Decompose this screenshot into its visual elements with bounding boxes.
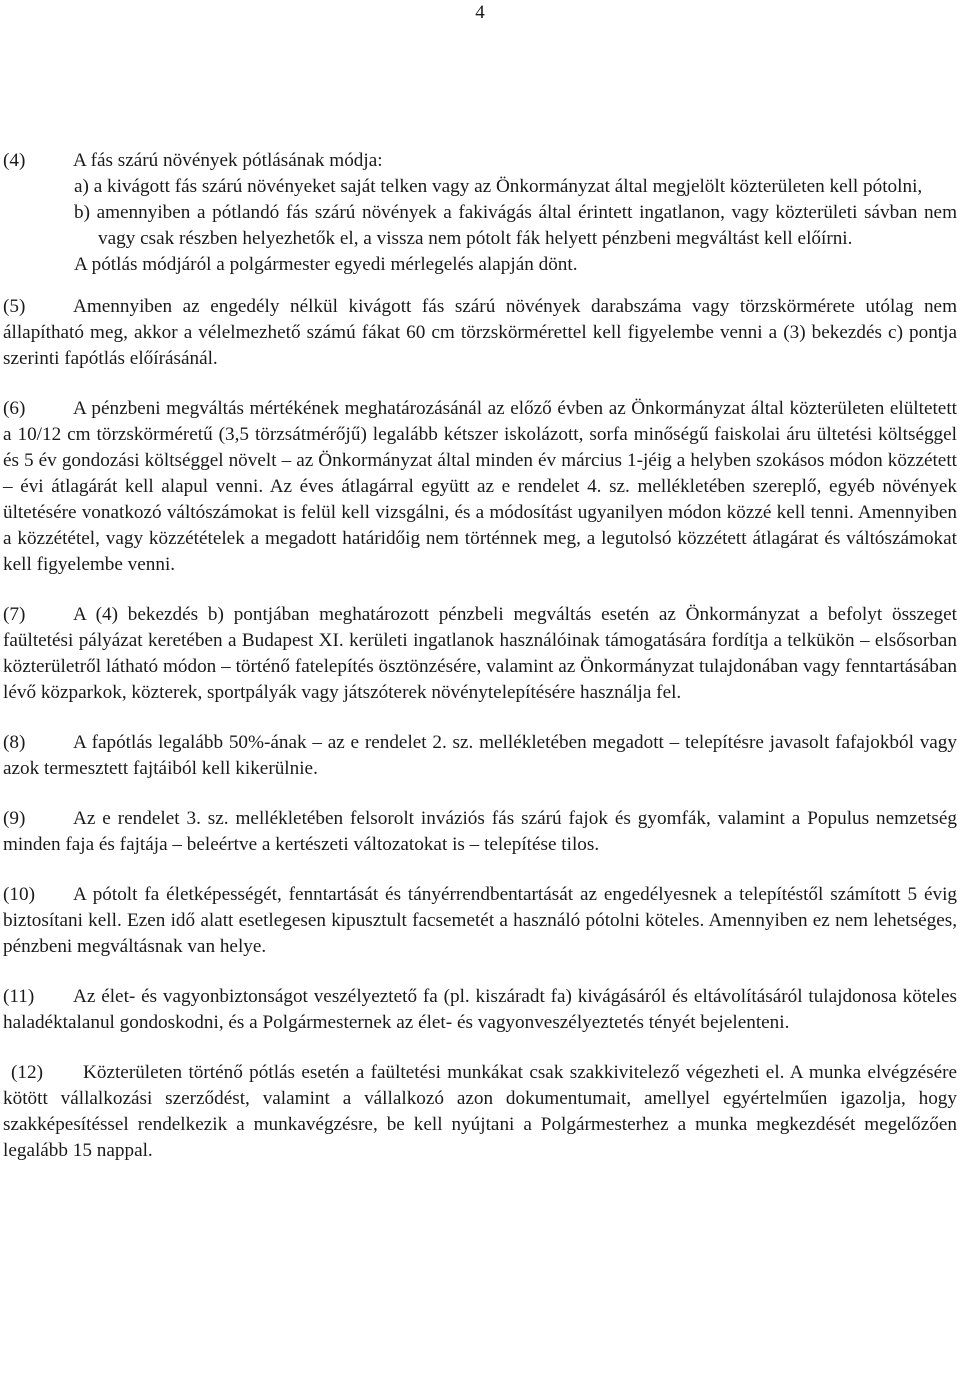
paragraph-6-number: (6) — [3, 398, 26, 419]
paragraph-6 — [3, 396, 957, 578]
paragraph-4-number: (4) — [3, 150, 26, 171]
paragraph-5 — [3, 294, 957, 372]
paragraph-4-item-a: a) a kivágott fás szárú növényeket saját telken vagy az Önkormányzat által megjelölt közterületen kell pótolni, — [74, 176, 923, 197]
paragraph-12-number: (12) — [11, 1062, 43, 1083]
paragraph-10-text: A pótolt fa életképességét, fenntartását és tányérrendbentartását az engedélyesnek a telepítéstől számított 5 évig biztosítani kell. Ezen idő alatt esetlegesen kipusztult facsemetét a használó pótolni köteles. Amennyiben ez nem lehetséges, pénzbeni megváltásnak van helye. — [3, 884, 957, 957]
paragraph-6-text: A pénzbeni megváltás mértékének meghatározásánál az előző évben az Önkormányzat által közterületen elültetett a 10/12 cm törzskörméretű (3,5 törzsátmérőjű) legalább kétszer iskolázott, sorfa minőségű faiskolai áru ültetési költséggel és 5 év gondozási költséggel növelt – az Önkormányzat által minden év március 1-jéig a helyben szokásos módon közzétett – évi átlagárát kell alapul venni. Az éves átlagárral együtt az e rendelet 4. sz. mellékletében szereplő, egyéb növények ültetésére vonatkozó váltószámokat is felül kell vizsgálni, és a módosítást ugyanilyen módon közzé kell tenni. Amennyiben a közzététel, vagy közzétételek a megadott határidőig nem történnek meg, a legutolsó közzétett átlagárat és váltószámokat kell figyelembe venni. — [3, 398, 957, 575]
paragraph-9 — [3, 806, 957, 858]
paragraph-4-lead: A fás szárú növények pótlásának módja: — [73, 150, 383, 171]
paragraph-11-number: (11) — [3, 986, 35, 1007]
page-number: 4 — [475, 2, 485, 23]
document-body — [3, 148, 957, 1164]
paragraph-8 — [3, 730, 957, 782]
paragraph-5-text: Amennyiben az engedély nélkül kivágott fás szárú növények darabszáma vagy törzskörmérete utólag nem állapítható meg, akkor a vélelmezhető számú fákat 60 cm törzskörmérettel kell figyelembe venni a (3) bekezdés c) pontja szerinti fapótlás előírásánál. — [3, 296, 957, 369]
paragraph-4-lead-line — [3, 148, 957, 174]
paragraph-10 — [3, 882, 957, 960]
paragraph-11 — [3, 984, 957, 1036]
paragraph-4-tail: A pótlás módjáról a polgármester egyedi mérlegelés alapján dönt. — [74, 254, 578, 275]
paragraph-12 — [3, 1060, 957, 1164]
paragraph-8-text: A fapótlás legalább 50%-ának – az e rendelet 2. sz. mellékletében megadott – telepítésre javasolt fafajokból vagy azok termesztett fajtáiból kell kikerülnie. — [3, 732, 957, 779]
paragraph-9-text: Az e rendelet 3. sz. mellékletében felsorolt inváziós fás szárú fajok és gyomfák, valamint a Populus nemzetség minden faja és fajtája – beleértve a kertészeti változatokat is – telepítése tilos. — [3, 808, 957, 855]
paragraph-10-number: (10) — [3, 884, 35, 905]
paragraph-11-text: Az élet- és vagyonbiztonságot veszélyeztető fa (pl. kiszáradt fa) kivágásáról és eltávolításáról tulajdonosa köteles haladéktalanul gondoskodni, és a Polgármesternek az élet- és vagyonveszélyeztetés tényét bejelenteni. — [3, 986, 957, 1033]
paragraph-12-text: Közterületen történő pótlás esetén a faültetési munkákat csak szakkivitelező végezheti el. A munka elvégzésére kötött vállalkozási szerződést, valamint a vállalkozó azon dokumentumait, amellyel egyértelműen igazolja, hogy szakképesítéssel rendelkezik a munkavégzésre, be kell nyújtani a Polgármesterhez a munka megkezdését megelőzően legalább 15 nappal. — [3, 1062, 957, 1161]
paragraph-5-number: (5) — [3, 296, 26, 317]
paragraph-8-number: (8) — [3, 732, 26, 753]
paragraph-9-number: (9) — [3, 808, 26, 829]
paragraph-4-item-b: b) amennyiben a pótlandó fás szárú növények a fakivágás által érintett ingatlanon, vagy közterületi sávban nem vagy csak részben helyezhetők el, a vissza nem pótolt fák helyett pénzbeni megváltást kell előírni. — [74, 202, 957, 249]
paragraph-7 — [3, 602, 957, 706]
paragraph-4 — [3, 148, 957, 278]
paragraph-7-text: A (4) bekezdés b) pontjában meghatározott pénzbeli megváltás esetén az Önkormányzat a befolyt összeget faültetési pályázat keretében a Budapest XI. kerületi ingatlanok használóinak támogatására fordítja a telkükön – elsősorban közterületről látható módon – történő fatelepítés ösztönzésére, valamint az Önkormányzat tulajdonában vagy fenntartásában lévő közparkok, közterek, sportpályák vagy játszóterek növénytelepítésére használja fel. — [3, 604, 957, 703]
paragraph-7-number: (7) — [3, 604, 26, 625]
